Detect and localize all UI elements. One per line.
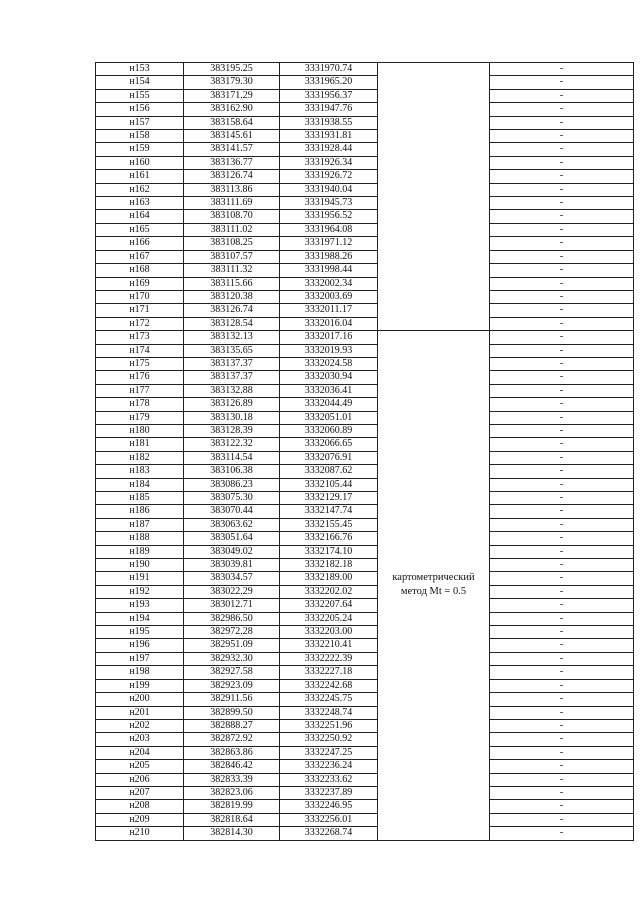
x-coordinate-cell: 383162.90: [184, 103, 280, 116]
y-coordinate-cell: 3331947.76: [280, 103, 378, 116]
note-cell: -: [490, 492, 634, 505]
table-row: [96, 76, 634, 89]
point-id-cell: н210: [96, 827, 184, 840]
x-coordinate-cell: 382899.50: [184, 706, 280, 719]
point-id-cell: н207: [96, 786, 184, 799]
note-cell: -: [490, 250, 634, 263]
point-id-cell: н171: [96, 304, 184, 317]
point-id-cell: н166: [96, 237, 184, 250]
table-row: [96, 733, 634, 746]
point-id-cell: н175: [96, 357, 184, 370]
point-id-cell: н155: [96, 89, 184, 102]
note-cell: -: [490, 317, 634, 330]
note-cell: -: [490, 130, 634, 143]
note-cell: -: [490, 719, 634, 732]
x-coordinate-cell: 383106.38: [184, 465, 280, 478]
point-id-cell: н201: [96, 706, 184, 719]
note-cell: -: [490, 116, 634, 129]
x-coordinate-cell: 383126.74: [184, 304, 280, 317]
x-coordinate-cell: 383086.23: [184, 478, 280, 491]
y-coordinate-cell: 3331971.12: [280, 237, 378, 250]
y-coordinate-cell: 3332268.74: [280, 827, 378, 840]
y-coordinate-cell: 3332076.91: [280, 451, 378, 464]
note-cell: -: [490, 264, 634, 277]
y-coordinate-cell: 3332237.89: [280, 786, 378, 799]
table-row: [96, 652, 634, 665]
point-id-cell: н174: [96, 344, 184, 357]
point-id-cell: н206: [96, 773, 184, 786]
table-row: [96, 639, 634, 652]
note-cell: -: [490, 143, 634, 156]
note-cell: -: [490, 89, 634, 102]
point-id-cell: н157: [96, 116, 184, 129]
point-id-cell: н162: [96, 183, 184, 196]
y-coordinate-cell: 3332236.24: [280, 760, 378, 773]
point-id-cell: н193: [96, 599, 184, 612]
note-cell: -: [490, 693, 634, 706]
method-cell: [378, 331, 490, 840]
table-row: [96, 277, 634, 290]
note-cell: -: [490, 626, 634, 639]
x-coordinate-cell: 382888.27: [184, 719, 280, 732]
note-cell: -: [490, 813, 634, 826]
note-cell: -: [490, 572, 634, 585]
y-coordinate-cell: 3332166.76: [280, 532, 378, 545]
table-row: [96, 223, 634, 236]
note-cell: -: [490, 170, 634, 183]
point-id-cell: н170: [96, 290, 184, 303]
x-coordinate-cell: 382846.42: [184, 760, 280, 773]
y-coordinate-cell: 3331964.08: [280, 223, 378, 236]
point-id-cell: н165: [96, 223, 184, 236]
table-row: [96, 559, 634, 572]
x-coordinate-cell: 383132.88: [184, 384, 280, 397]
point-id-cell: н199: [96, 679, 184, 692]
table-row: [96, 585, 634, 598]
point-id-cell: н185: [96, 492, 184, 505]
note-cell: -: [490, 384, 634, 397]
table-row: [96, 116, 634, 129]
y-coordinate-cell: 3332016.04: [280, 317, 378, 330]
point-id-cell: н198: [96, 666, 184, 679]
table-row: [96, 197, 634, 210]
point-id-cell: н195: [96, 626, 184, 639]
y-coordinate-cell: 3332233.62: [280, 773, 378, 786]
x-coordinate-cell: 382972.28: [184, 626, 280, 639]
y-coordinate-cell: 3332248.74: [280, 706, 378, 719]
point-id-cell: н178: [96, 398, 184, 411]
point-id-cell: н172: [96, 317, 184, 330]
table-row: [96, 264, 634, 277]
note-cell: -: [490, 210, 634, 223]
table-row: [96, 465, 634, 478]
point-id-cell: н189: [96, 545, 184, 558]
table-row: [96, 250, 634, 263]
table-row: [96, 813, 634, 826]
table-row: [96, 438, 634, 451]
note-cell: -: [490, 183, 634, 196]
y-coordinate-cell: 3332246.95: [280, 800, 378, 813]
x-coordinate-cell: 383120.38: [184, 290, 280, 303]
point-id-cell: н208: [96, 800, 184, 813]
y-coordinate-cell: 3332019.93: [280, 344, 378, 357]
y-coordinate-cell: 3332251.96: [280, 719, 378, 732]
table-row: [96, 156, 634, 169]
y-coordinate-cell: 3332036.41: [280, 384, 378, 397]
point-id-cell: н197: [96, 652, 184, 665]
table-row: [96, 304, 634, 317]
x-coordinate-cell: 383114.54: [184, 451, 280, 464]
point-id-cell: н164: [96, 210, 184, 223]
x-coordinate-cell: 383115.66: [184, 277, 280, 290]
table-row: [96, 331, 634, 344]
table-row: [96, 626, 634, 639]
point-id-cell: н173: [96, 331, 184, 344]
table-row: [96, 384, 634, 397]
x-coordinate-cell: 383141.57: [184, 143, 280, 156]
note-cell: -: [490, 478, 634, 491]
y-coordinate-cell: 3332002.34: [280, 277, 378, 290]
note-cell: -: [490, 465, 634, 478]
point-id-cell: н191: [96, 572, 184, 585]
note-cell: -: [490, 639, 634, 652]
note-cell: -: [490, 103, 634, 116]
y-coordinate-cell: 3332003.69: [280, 290, 378, 303]
note-cell: -: [490, 706, 634, 719]
x-coordinate-cell: 383108.25: [184, 237, 280, 250]
y-coordinate-cell: 3331956.37: [280, 89, 378, 102]
table-row: [96, 411, 634, 424]
table-row: [96, 371, 634, 384]
point-id-cell: н194: [96, 612, 184, 625]
y-coordinate-cell: 3332227.18: [280, 666, 378, 679]
x-coordinate-cell: 383130.18: [184, 411, 280, 424]
table-row: [96, 451, 634, 464]
note-cell: -: [490, 773, 634, 786]
x-coordinate-cell: 383137.37: [184, 371, 280, 384]
point-id-cell: н205: [96, 760, 184, 773]
table-row: [96, 505, 634, 518]
point-id-cell: н183: [96, 465, 184, 478]
x-coordinate-cell: 383179.30: [184, 76, 280, 89]
x-coordinate-cell: 383136.77: [184, 156, 280, 169]
point-id-cell: н177: [96, 384, 184, 397]
x-coordinate-cell: 383039.81: [184, 559, 280, 572]
note-cell: -: [490, 800, 634, 813]
x-coordinate-cell: 383051.64: [184, 532, 280, 545]
x-coordinate-cell: 382986.50: [184, 612, 280, 625]
y-coordinate-cell: 3332207.64: [280, 599, 378, 612]
point-id-cell: н154: [96, 76, 184, 89]
x-coordinate-cell: 382872.92: [184, 733, 280, 746]
point-id-cell: н167: [96, 250, 184, 263]
point-id-cell: н190: [96, 559, 184, 572]
note-cell: -: [490, 344, 634, 357]
table-row: [96, 827, 634, 840]
y-coordinate-cell: 3332247.25: [280, 746, 378, 759]
x-coordinate-cell: 382819.99: [184, 800, 280, 813]
table-row: [96, 492, 634, 505]
x-coordinate-cell: 383126.74: [184, 170, 280, 183]
x-coordinate-cell: 383135.65: [184, 344, 280, 357]
table-row: [96, 572, 634, 585]
y-coordinate-cell: 3332250.92: [280, 733, 378, 746]
x-coordinate-cell: 383022.29: [184, 585, 280, 598]
y-coordinate-cell: 3331938.55: [280, 116, 378, 129]
table-row: [96, 130, 634, 143]
point-id-cell: н161: [96, 170, 184, 183]
y-coordinate-cell: 3331956.52: [280, 210, 378, 223]
table-row: [96, 317, 634, 330]
note-cell: -: [490, 733, 634, 746]
x-coordinate-cell: 383113.86: [184, 183, 280, 196]
x-coordinate-cell: 382932.30: [184, 652, 280, 665]
note-cell: -: [490, 63, 634, 76]
note-cell: -: [490, 559, 634, 572]
x-coordinate-cell: 382927.58: [184, 666, 280, 679]
point-id-cell: н156: [96, 103, 184, 116]
x-coordinate-cell: 383111.69: [184, 197, 280, 210]
note-cell: -: [490, 290, 634, 303]
y-coordinate-cell: 3332256.01: [280, 813, 378, 826]
table-row: [96, 357, 634, 370]
note-cell: -: [490, 827, 634, 840]
y-coordinate-cell: 3331970.74: [280, 63, 378, 76]
x-coordinate-cell: 383195.25: [184, 63, 280, 76]
x-coordinate-cell: 383075.30: [184, 492, 280, 505]
note-cell: -: [490, 532, 634, 545]
table-row: [96, 706, 634, 719]
table-row: [96, 666, 634, 679]
note-cell: -: [490, 666, 634, 679]
y-coordinate-cell: 3332060.89: [280, 424, 378, 437]
note-cell: -: [490, 679, 634, 692]
x-coordinate-cell: 383034.57: [184, 572, 280, 585]
y-coordinate-cell: 3332129.17: [280, 492, 378, 505]
x-coordinate-cell: 383107.57: [184, 250, 280, 263]
table-row: [96, 143, 634, 156]
y-coordinate-cell: 3332017.16: [280, 331, 378, 344]
y-coordinate-cell: 3331965.20: [280, 76, 378, 89]
note-cell: -: [490, 331, 634, 344]
point-id-cell: н159: [96, 143, 184, 156]
table-row: [96, 424, 634, 437]
note-cell: -: [490, 545, 634, 558]
point-id-cell: н204: [96, 746, 184, 759]
note-cell: -: [490, 398, 634, 411]
note-cell: -: [490, 424, 634, 437]
table-row: [96, 760, 634, 773]
point-id-cell: н186: [96, 505, 184, 518]
x-coordinate-cell: 382823.06: [184, 786, 280, 799]
note-cell: -: [490, 411, 634, 424]
table-row: [96, 746, 634, 759]
x-coordinate-cell: 382863.86: [184, 746, 280, 759]
method-label: [388, 571, 478, 599]
method-label-line2: метод Mt = 0.5: [400, 586, 467, 598]
table-row: [96, 679, 634, 692]
x-coordinate-cell: 382911.56: [184, 693, 280, 706]
y-coordinate-cell: 3331928.44: [280, 143, 378, 156]
table-row: [96, 89, 634, 102]
table-row: [96, 183, 634, 196]
table-row: [96, 290, 634, 303]
y-coordinate-cell: 3332011.17: [280, 304, 378, 317]
x-coordinate-cell: 383171.29: [184, 89, 280, 102]
note-cell: -: [490, 585, 634, 598]
point-id-cell: н180: [96, 424, 184, 437]
x-coordinate-cell: 382818.64: [184, 813, 280, 826]
y-coordinate-cell: 3332174.10: [280, 545, 378, 558]
y-coordinate-cell: 3332222.39: [280, 652, 378, 665]
y-coordinate-cell: 3331926.72: [280, 170, 378, 183]
point-id-cell: н153: [96, 63, 184, 76]
x-coordinate-cell: 383126.89: [184, 398, 280, 411]
note-cell: -: [490, 451, 634, 464]
note-cell: -: [490, 518, 634, 531]
y-coordinate-cell: 3332242.68: [280, 679, 378, 692]
coordinates-table-body: [96, 63, 634, 841]
x-coordinate-cell: 383049.02: [184, 545, 280, 558]
table-row: [96, 237, 634, 250]
table-row: [96, 773, 634, 786]
y-coordinate-cell: 3332030.94: [280, 371, 378, 384]
y-coordinate-cell: 3332202.02: [280, 585, 378, 598]
point-id-cell: н176: [96, 371, 184, 384]
note-cell: -: [490, 304, 634, 317]
y-coordinate-cell: 3332210.41: [280, 639, 378, 652]
note-cell: -: [490, 760, 634, 773]
table-row: [96, 800, 634, 813]
y-coordinate-cell: 3332155.45: [280, 518, 378, 531]
note-cell: -: [490, 438, 634, 451]
point-id-cell: н209: [96, 813, 184, 826]
table-row: [96, 63, 634, 76]
point-id-cell: н163: [96, 197, 184, 210]
table-row: [96, 532, 634, 545]
note-cell: -: [490, 599, 634, 612]
y-coordinate-cell: 3331926.34: [280, 156, 378, 169]
x-coordinate-cell: 383111.02: [184, 223, 280, 236]
point-id-cell: н169: [96, 277, 184, 290]
note-cell: -: [490, 746, 634, 759]
table-row: [96, 344, 634, 357]
table-row: [96, 210, 634, 223]
x-coordinate-cell: 383145.61: [184, 130, 280, 143]
note-cell: -: [490, 786, 634, 799]
table-row: [96, 719, 634, 732]
y-coordinate-cell: 3331998.44: [280, 264, 378, 277]
x-coordinate-cell: 383070.44: [184, 505, 280, 518]
y-coordinate-cell: 3332245.75: [280, 693, 378, 706]
note-cell: -: [490, 76, 634, 89]
table-row: [96, 398, 634, 411]
table-row: [96, 545, 634, 558]
y-coordinate-cell: 3332024.58: [280, 357, 378, 370]
y-coordinate-cell: 3332066.65: [280, 438, 378, 451]
note-cell: -: [490, 612, 634, 625]
note-cell: -: [490, 223, 634, 236]
point-id-cell: н160: [96, 156, 184, 169]
x-coordinate-cell: 382833.39: [184, 773, 280, 786]
y-coordinate-cell: 3332087.62: [280, 465, 378, 478]
point-id-cell: н196: [96, 639, 184, 652]
coordinates-table: [95, 62, 634, 841]
table-row: [96, 786, 634, 799]
point-id-cell: н188: [96, 532, 184, 545]
y-coordinate-cell: 3332189.00: [280, 572, 378, 585]
table-row: [96, 599, 634, 612]
y-coordinate-cell: 3332182.18: [280, 559, 378, 572]
x-coordinate-cell: 382951.09: [184, 639, 280, 652]
note-cell: -: [490, 277, 634, 290]
point-id-cell: н168: [96, 264, 184, 277]
x-coordinate-cell: 382923.09: [184, 679, 280, 692]
table-row: [96, 612, 634, 625]
point-id-cell: н181: [96, 438, 184, 451]
note-cell: -: [490, 237, 634, 250]
note-cell: -: [490, 197, 634, 210]
y-coordinate-cell: 3331940.04: [280, 183, 378, 196]
y-coordinate-cell: 3332105.44: [280, 478, 378, 491]
point-id-cell: н200: [96, 693, 184, 706]
y-coordinate-cell: 3331988.26: [280, 250, 378, 263]
table-row: [96, 103, 634, 116]
point-id-cell: н187: [96, 518, 184, 531]
x-coordinate-cell: 383012.71: [184, 599, 280, 612]
note-cell: -: [490, 371, 634, 384]
x-coordinate-cell: 383137.37: [184, 357, 280, 370]
point-id-cell: н158: [96, 130, 184, 143]
y-coordinate-cell: 3331945.73: [280, 197, 378, 210]
method-cell-empty: [378, 63, 490, 331]
x-coordinate-cell: 383063.62: [184, 518, 280, 531]
point-id-cell: н179: [96, 411, 184, 424]
point-id-cell: н192: [96, 585, 184, 598]
y-coordinate-cell: 3332051.01: [280, 411, 378, 424]
x-coordinate-cell: 383128.39: [184, 424, 280, 437]
method-label-line1: картометрический: [392, 572, 475, 584]
point-id-cell: н184: [96, 478, 184, 491]
note-cell: -: [490, 505, 634, 518]
table-row: [96, 693, 634, 706]
point-id-cell: н203: [96, 733, 184, 746]
x-coordinate-cell: 383128.54: [184, 317, 280, 330]
y-coordinate-cell: 3332203.00: [280, 626, 378, 639]
x-coordinate-cell: 383108.70: [184, 210, 280, 223]
note-cell: -: [490, 652, 634, 665]
note-cell: -: [490, 357, 634, 370]
point-id-cell: н202: [96, 719, 184, 732]
point-id-cell: н182: [96, 451, 184, 464]
x-coordinate-cell: 383158.64: [184, 116, 280, 129]
x-coordinate-cell: 383132.13: [184, 331, 280, 344]
y-coordinate-cell: 3331931.81: [280, 130, 378, 143]
x-coordinate-cell: 383111.32: [184, 264, 280, 277]
x-coordinate-cell: 383122.32: [184, 438, 280, 451]
y-coordinate-cell: 3332147.74: [280, 505, 378, 518]
table-row: [96, 518, 634, 531]
y-coordinate-cell: 3332205.24: [280, 612, 378, 625]
x-coordinate-cell: 382814.30: [184, 827, 280, 840]
note-cell: -: [490, 156, 634, 169]
table-row: [96, 478, 634, 491]
y-coordinate-cell: 3332044.49: [280, 398, 378, 411]
table-row: [96, 170, 634, 183]
